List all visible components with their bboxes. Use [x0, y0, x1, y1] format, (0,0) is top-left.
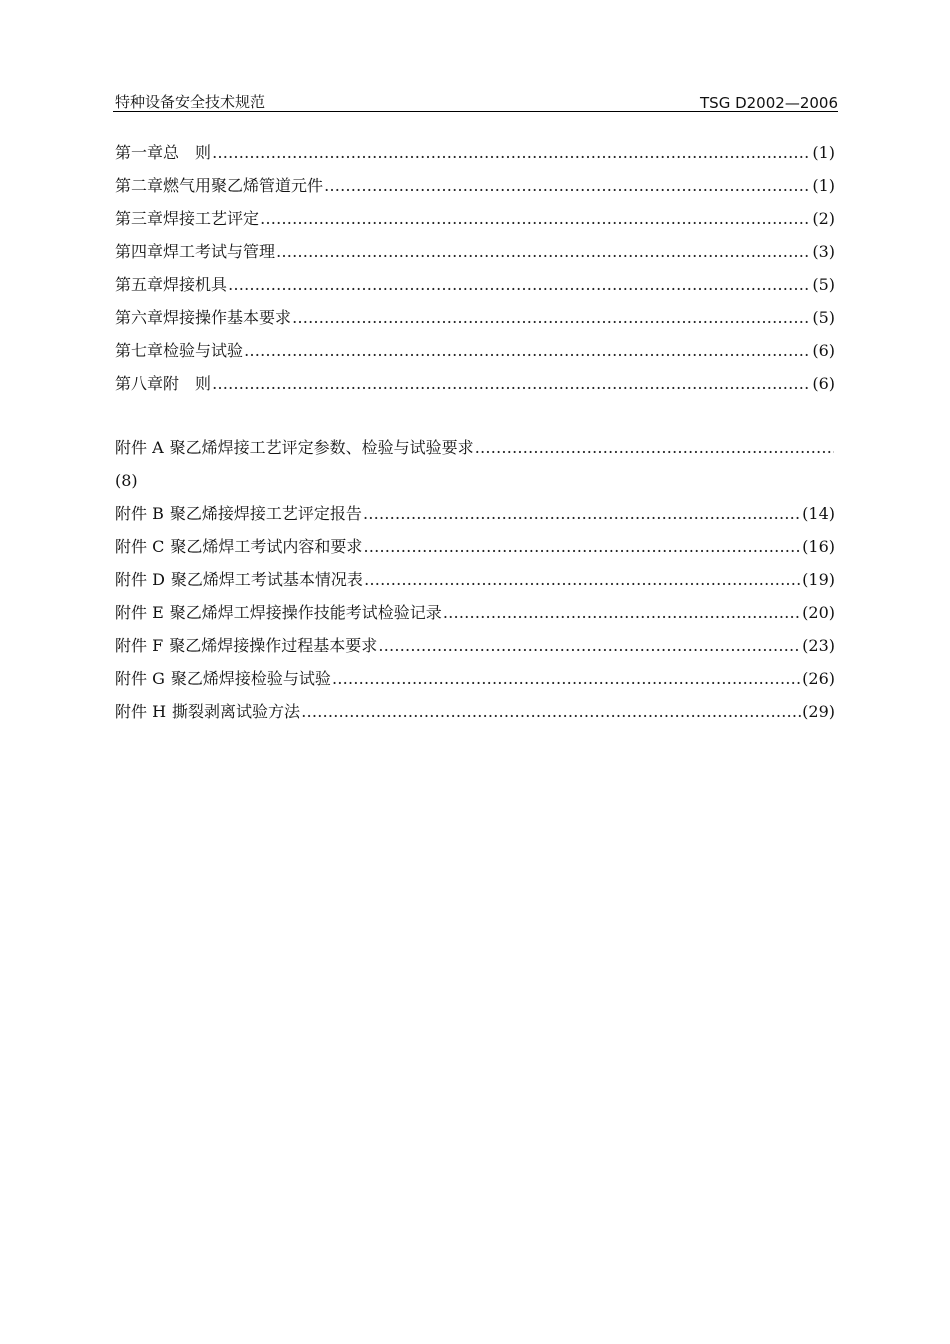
- header-standard-series: 特种设备安全技术规范: [115, 93, 266, 111]
- chapter-title: 焊工考试与管理: [163, 242, 276, 261]
- page-header: [115, 92, 838, 112]
- toc-chapter-5[interactable]: [115, 268, 835, 301]
- dot-leader: [301, 695, 801, 728]
- dot-leader: [363, 497, 801, 530]
- dot-leader: [324, 169, 811, 202]
- appendix-title: 聚乙烯接焊接工艺评定报告: [169, 504, 362, 523]
- appendix-title: 撕裂剥离试验方法: [172, 702, 301, 721]
- toc-chapter-3[interactable]: [115, 202, 835, 235]
- chapter-title: 焊接操作基本要求: [163, 308, 292, 327]
- appendix-number: 附件 H: [115, 702, 167, 721]
- chapter-title: 总 则: [163, 143, 212, 162]
- appendix-a-page-number: (8): [115, 471, 138, 490]
- appendix-number: 附件 D: [115, 570, 165, 589]
- chapter-title: 附 则: [163, 374, 212, 393]
- chapter-title: 焊接机具: [163, 275, 228, 294]
- dot-leader: [244, 334, 811, 367]
- toc-chapter-8[interactable]: [115, 367, 835, 400]
- appendix-number: 附件 C: [115, 537, 165, 556]
- toc-chapter-7[interactable]: [115, 334, 835, 367]
- chapter-number: 第二章: [115, 176, 164, 195]
- page-number: (6): [812, 374, 835, 393]
- toc-appendix-e[interactable]: [115, 596, 835, 629]
- chapter-number: 第一章: [115, 143, 164, 162]
- page-number: (26): [802, 669, 835, 688]
- chapter-number: 第六章: [115, 308, 164, 327]
- appendix-title: 聚乙烯焊接操作过程基本要求: [169, 636, 378, 655]
- dot-leader: [212, 367, 811, 400]
- chapter-title: 焊接工艺评定: [163, 209, 260, 228]
- toc-appendix-c[interactable]: [115, 530, 835, 563]
- page-number: (14): [802, 504, 835, 523]
- toc-appendix-g[interactable]: [115, 662, 835, 695]
- page-number: (29): [802, 702, 835, 721]
- page-number: (5): [812, 308, 835, 327]
- dot-leader: [443, 596, 801, 629]
- page-number: (1): [812, 143, 835, 162]
- dot-leader: [260, 202, 811, 235]
- dot-leader: [276, 235, 811, 268]
- dot-leader: [212, 136, 811, 169]
- page-number: (5): [812, 275, 835, 294]
- chapter-number: 第三章: [115, 209, 164, 228]
- header-standard-code: TSG D2002—2006: [700, 94, 838, 112]
- appendix-title: 聚乙烯焊工考试内容和要求: [170, 537, 363, 556]
- page-number: (1): [812, 176, 835, 195]
- dot-leader: [363, 530, 801, 563]
- appendix-title: 聚乙烯焊工考试基本情况表: [170, 570, 363, 589]
- toc-appendix-a[interactable]: [115, 431, 835, 464]
- appendix-number: 附件 F: [115, 636, 164, 655]
- page-number: (23): [802, 636, 835, 655]
- dot-leader: [292, 301, 811, 334]
- dot-leader: [475, 431, 834, 464]
- chapter-number: 第八章: [115, 374, 164, 393]
- page-number: (6): [812, 341, 835, 360]
- appendix-number: 附件 A: [115, 438, 164, 457]
- page-number: (20): [802, 603, 835, 622]
- table-of-contents: [115, 136, 835, 728]
- toc-appendix-b[interactable]: [115, 497, 835, 530]
- chapter-title: 燃气用聚乙烯管道元件: [163, 176, 324, 195]
- chapter-number: 第五章: [115, 275, 164, 294]
- toc-appendix-h[interactable]: [115, 695, 835, 728]
- toc-appendix-d[interactable]: [115, 563, 835, 596]
- appendix-number: 附件 G: [115, 669, 165, 688]
- header-rule: [113, 111, 838, 112]
- page-number: (16): [802, 537, 835, 556]
- chapter-number: 第七章: [115, 341, 164, 360]
- toc-chapter-1[interactable]: [115, 136, 835, 169]
- dot-leader: [364, 563, 801, 596]
- toc-appendix-f[interactable]: [115, 629, 835, 662]
- dot-leader: [378, 629, 801, 662]
- toc-chapter-4[interactable]: [115, 235, 835, 268]
- page-number: (2): [812, 209, 835, 228]
- toc-chapter-6[interactable]: [115, 301, 835, 334]
- appendix-number: 附件 E: [115, 603, 164, 622]
- dot-leader: [228, 268, 811, 301]
- chapter-title: 检验与试验: [163, 341, 244, 360]
- toc-chapter-2[interactable]: [115, 169, 835, 202]
- appendix-title: 聚乙烯焊接工艺评定参数、检验与试验要求: [169, 438, 474, 457]
- appendix-title: 聚乙烯焊工焊接操作技能考试检验记录: [169, 603, 442, 622]
- appendix-title: 聚乙烯焊接检验与试验: [170, 669, 331, 688]
- dot-leader: [332, 662, 801, 695]
- page-number: (19): [802, 570, 835, 589]
- section-gap: [115, 400, 835, 431]
- chapter-number: 第四章: [115, 242, 164, 261]
- appendix-number: 附件 B: [115, 504, 164, 523]
- page-number: (3): [812, 242, 835, 261]
